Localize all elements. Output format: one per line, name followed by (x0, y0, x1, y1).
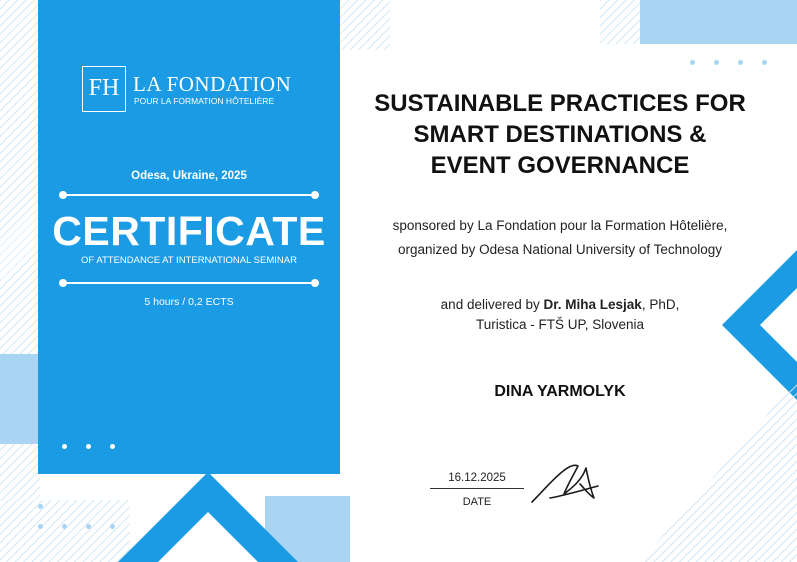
seminar-title-line: SUSTAINABLE PRACTICES FOR (374, 90, 746, 117)
top-right-hatch (600, 0, 640, 44)
date-label: DATE (462, 496, 492, 508)
certificate-panel (38, 0, 340, 474)
bottom-left-dot (62, 524, 67, 529)
panel-dot (110, 444, 115, 449)
panel-dot (62, 444, 67, 449)
seminar-title-line: EVENT GOVERNANCE (430, 152, 690, 179)
bottom-left-dot (110, 524, 115, 529)
top-hatch-decoration (340, 0, 390, 50)
top-right-dot (714, 60, 719, 65)
signature-date: 16.12.2025 (448, 472, 506, 484)
divider-top (62, 194, 316, 196)
institution: Turistica - FTŠ UP, Slovenia (475, 317, 645, 332)
organizer-line: organized by Odesa National University of Technology (398, 242, 722, 257)
seminar-title-line: SMART DESTINATIONS & (413, 121, 707, 148)
date-underline (430, 488, 524, 489)
location-date: Odesa, Ukraine, 2025 (131, 170, 247, 182)
lecturer-name: Dr. Miha Lesjak (543, 297, 642, 312)
top-right-dot (690, 60, 695, 65)
bottom-chevron-decoration (118, 472, 298, 562)
delivered-text (340, 295, 780, 335)
certificate-subtitle: OF ATTENDANCE AT INTERNATIONAL SEMINAR (81, 255, 297, 266)
sponsor-text (340, 214, 780, 262)
recipient-name: DINA YARMOLYK (494, 383, 626, 400)
bottom-left-dot (38, 504, 43, 509)
delivered-line (340, 295, 780, 315)
lecturer-suffix: , PhD, (641, 297, 680, 312)
logo-monogram: FH (82, 66, 126, 112)
brand-name: LA FONDATION (133, 72, 292, 96)
top-right-dot (762, 60, 767, 65)
certificate-heading: CERTIFICATE (52, 208, 326, 254)
top-right-light-block (640, 0, 797, 44)
signature-image (528, 458, 608, 508)
bottom-left-dot (38, 524, 43, 529)
bottom-left-dot (86, 524, 91, 529)
duration: 5 hours / 0,2 ECTS (144, 296, 234, 308)
seminar-title (340, 88, 780, 181)
brand-tagline: POUR LA FORMATION HÔTELIÈRE (134, 96, 275, 106)
delivered-prefix: and delivered by (440, 297, 540, 312)
bottom-right-hatch-triangle (640, 380, 797, 562)
bottom-left-hatch (0, 500, 130, 562)
top-right-dot (738, 60, 743, 65)
panel-dot (86, 444, 91, 449)
sponsor-line: sponsored by La Fondation pour la Formation Hôtelière, (392, 218, 728, 233)
divider-bottom (62, 282, 316, 284)
